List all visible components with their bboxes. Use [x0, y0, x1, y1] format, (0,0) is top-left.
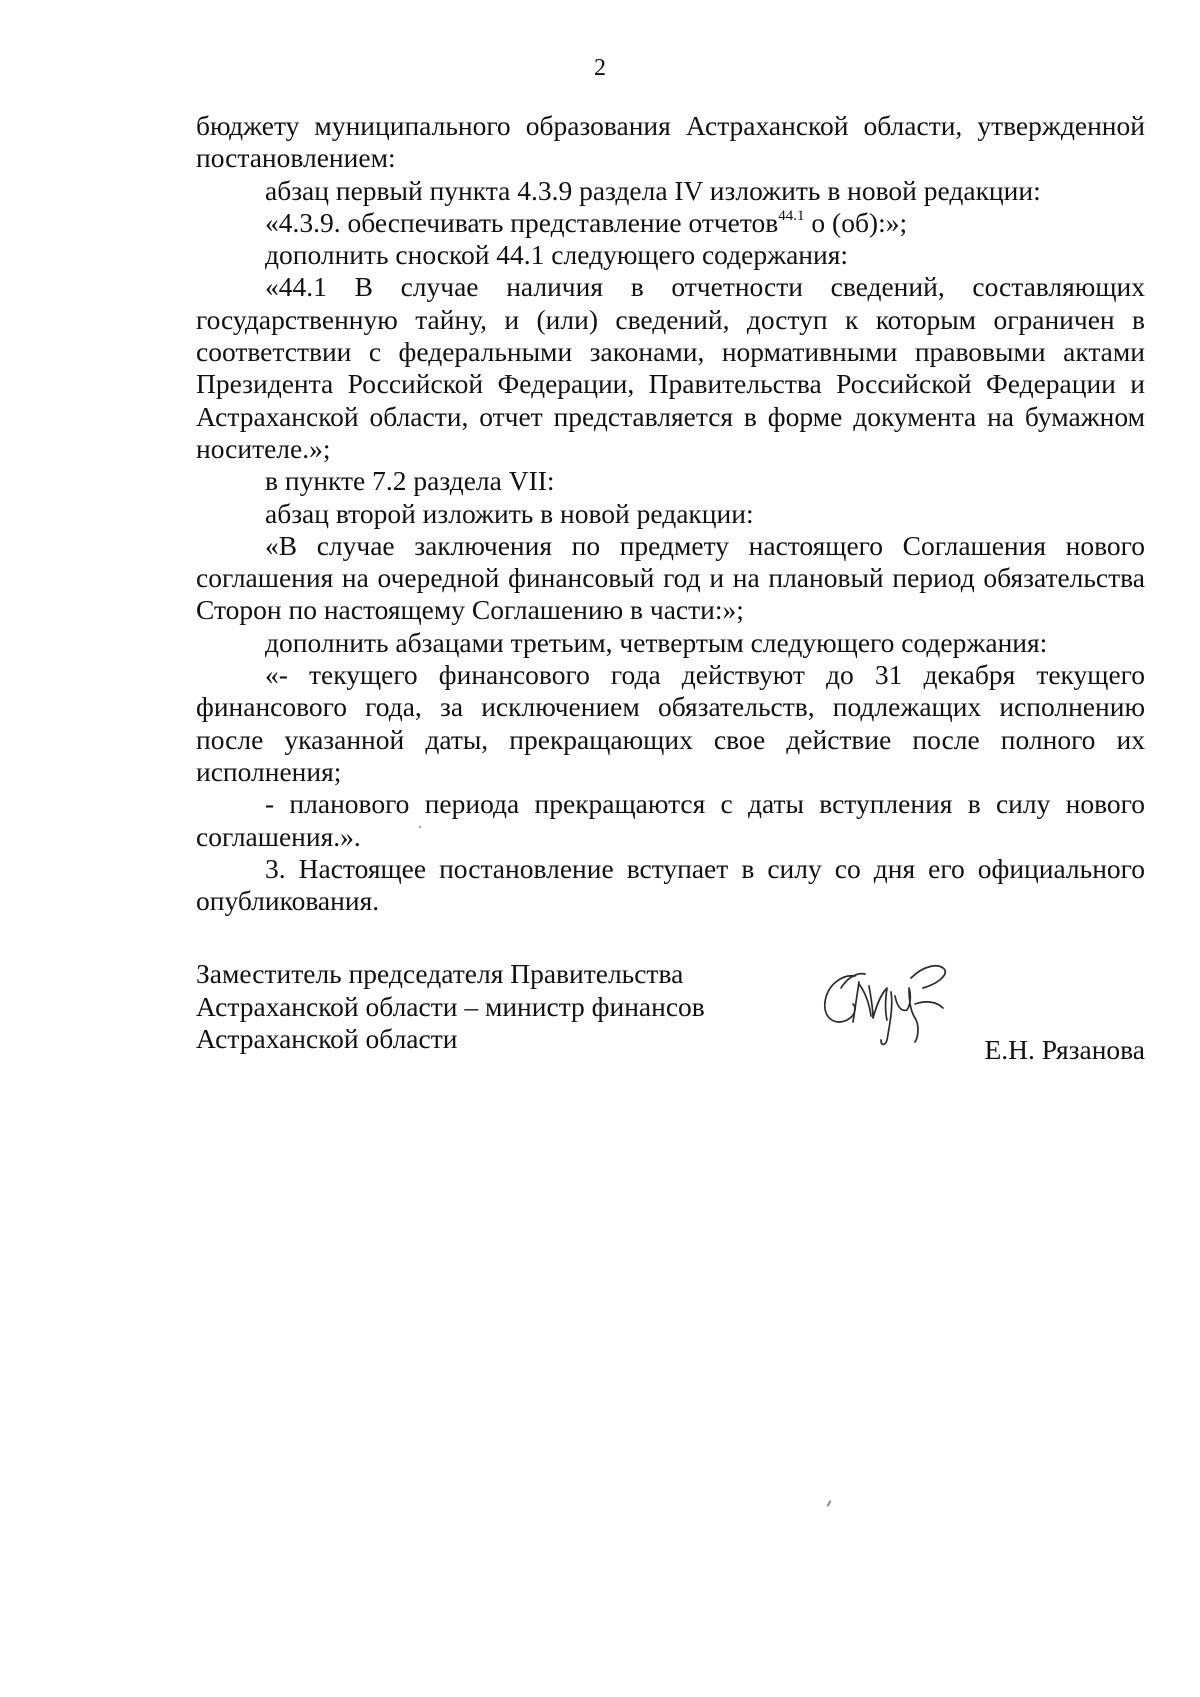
signer-position-line: Заместитель председателя Правительства: [196, 958, 684, 989]
paragraph: бюджету муниципального образования Астраханской области, утвержденной постановлением:: [196, 110, 1145, 174]
handwritten-signature: [811, 948, 961, 1048]
paragraph: абзац второй изложить в новой редакции:: [265, 497, 754, 529]
signer-position-line: Астраханской области: [196, 1023, 458, 1054]
paragraph: - планового периода прекращаются с даты вступления в силу нового соглашения.».: [196, 788, 1145, 852]
scan-speck: [419, 826, 421, 828]
page-number: 2: [594, 55, 606, 81]
paragraph: «44.1 В случае наличия в отчетности сведений, составляющих государственную тайну, и (или) сведений, доступ к которым ограничен в соответствии с федеральными законами, нормативными правовыми актами Президента Российской Федерации, Правительства Российской Федерации и Астраханской области, отчет представляется в форме документа на бумажном носителе.»;: [196, 271, 1145, 464]
paragraph: 3. Настоящее постановление вступает в силу со дня его официального опубликования.: [196, 852, 1145, 917]
paragraph-quote-4-3-9: [196, 207, 1145, 239]
quote-text: «4.3.9. обеспечивать представление отчетов: [265, 206, 779, 238]
signature-block: [196, 958, 1145, 1098]
signer-position-line: Астраханской области – министр финансов: [196, 990, 705, 1022]
paragraph: «- текущего финансового года действуют до 31 декабря текущего финансового года, за исключением обязательств, подлежащих исполнению после указанной даты, прекращающих свое действие после полного их исполнения;: [196, 659, 1145, 787]
paragraph: абзац первый пункта 4.3.9 раздела IV изложить в новой редакции:: [265, 174, 1041, 206]
paragraph: дополнить абзацами третьим, четвертым следующего содержания:: [265, 626, 1048, 658]
quote-text-tail: о (об):»;: [804, 206, 908, 238]
scan-speck: [826, 1500, 831, 1507]
document-body: [196, 110, 1145, 917]
footnote-reference: 44.1: [778, 207, 805, 224]
signer-name: Е.Н. Рязанова: [984, 1034, 1145, 1065]
paragraph: в пункте 7.2 раздела VII:: [265, 465, 555, 497]
paragraph: «В случае заключения по предмету настоящего Соглашения нового соглашения на очередной финансовый год и на плановый период обязательства Сторон по настоящему Соглашению в части:»;: [196, 529, 1145, 626]
paragraph: дополнить сноской 44.1 следующего содержания:: [265, 239, 849, 271]
